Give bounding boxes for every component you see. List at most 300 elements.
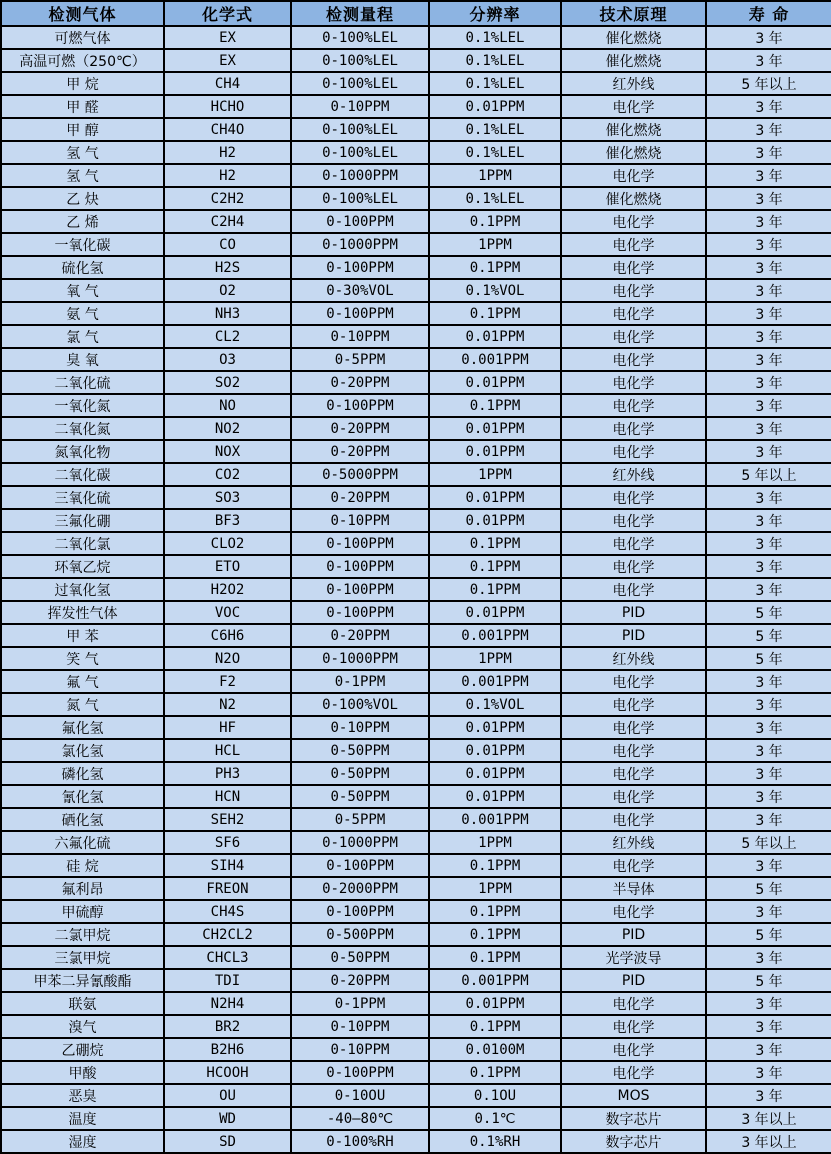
gas-name-cell: 三氟化硼 xyxy=(1,509,164,532)
lifespan-cell: 3 年 xyxy=(706,946,831,969)
range-cell: 0-1PPM xyxy=(291,992,429,1015)
principle-cell: 电化学 xyxy=(561,210,706,233)
lifespan-cell: 3 年 xyxy=(706,49,831,72)
range-cell: 0-1000PPM xyxy=(291,233,429,256)
table-row xyxy=(1,187,831,210)
principle-cell: 催化燃烧 xyxy=(561,26,706,49)
resolution-cell: 0.01PPM xyxy=(429,440,561,463)
range-cell: 0-100PPM xyxy=(291,900,429,923)
formula-cell: CH4S xyxy=(164,900,291,923)
gas-name-cell: 氨 气 xyxy=(1,302,164,325)
gas-name-cell: 环氧乙烷 xyxy=(1,555,164,578)
table-row xyxy=(1,26,831,49)
table-row xyxy=(1,1061,831,1084)
gas-name-cell: 乙硼烷 xyxy=(1,1038,164,1061)
formula-cell: BF3 xyxy=(164,509,291,532)
range-cell: -40—80℃ xyxy=(291,1107,429,1130)
table-row xyxy=(1,624,831,647)
principle-cell: 电化学 xyxy=(561,670,706,693)
formula-cell: SEH2 xyxy=(164,808,291,831)
range-cell: 0-100PPM xyxy=(291,578,429,601)
table-row xyxy=(1,1038,831,1061)
principle-cell: 电化学 xyxy=(561,164,706,187)
table-row xyxy=(1,854,831,877)
gas-name-cell: 氢 气 xyxy=(1,141,164,164)
formula-cell: HCHO xyxy=(164,95,291,118)
range-cell: 0-10PPM xyxy=(291,1015,429,1038)
resolution-cell: 0.001PPM xyxy=(429,348,561,371)
gas-name-cell: 乙 烯 xyxy=(1,210,164,233)
gas-name-cell: 六氟化硫 xyxy=(1,831,164,854)
principle-cell: MOS xyxy=(561,1084,706,1107)
table-row xyxy=(1,233,831,256)
range-cell: 0-500PPM xyxy=(291,923,429,946)
range-cell: 0-100%LEL xyxy=(291,72,429,95)
gas-name-cell: 氧 气 xyxy=(1,279,164,302)
table-row xyxy=(1,923,831,946)
range-cell: 0-1000PPM xyxy=(291,647,429,670)
gas-name-cell: 硫化氢 xyxy=(1,256,164,279)
table-row xyxy=(1,440,831,463)
formula-cell: NO2 xyxy=(164,417,291,440)
table-row xyxy=(1,141,831,164)
resolution-cell: 0.1PPM xyxy=(429,302,561,325)
range-cell: 0-100PPM xyxy=(291,601,429,624)
lifespan-cell: 3 年 xyxy=(706,95,831,118)
range-cell: 0-5PPM xyxy=(291,808,429,831)
principle-cell: 电化学 xyxy=(561,1015,706,1038)
formula-cell: CL2 xyxy=(164,325,291,348)
lifespan-cell: 5 年 xyxy=(706,877,831,900)
formula-cell: CHCL3 xyxy=(164,946,291,969)
lifespan-cell: 3 年 xyxy=(706,1038,831,1061)
formula-cell: N2 xyxy=(164,693,291,716)
table-row xyxy=(1,555,831,578)
range-cell: 0-20PPM xyxy=(291,969,429,992)
principle-cell: 半导体 xyxy=(561,877,706,900)
gas-name-cell: 甲 醇 xyxy=(1,118,164,141)
formula-cell: N2O xyxy=(164,647,291,670)
gas-name-cell: 二氧化硫 xyxy=(1,371,164,394)
gas-name-cell: 甲酸 xyxy=(1,1061,164,1084)
lifespan-cell: 3 年 xyxy=(706,854,831,877)
principle-cell: 电化学 xyxy=(561,716,706,739)
range-cell: 0-10PPM xyxy=(291,509,429,532)
formula-cell: NOX xyxy=(164,440,291,463)
table-row xyxy=(1,601,831,624)
resolution-cell: 0.01PPM xyxy=(429,486,561,509)
formula-cell: BR2 xyxy=(164,1015,291,1038)
table-row xyxy=(1,969,831,992)
formula-cell: CO xyxy=(164,233,291,256)
principle-cell: 电化学 xyxy=(561,1038,706,1061)
table-row xyxy=(1,831,831,854)
formula-cell: C2H2 xyxy=(164,187,291,210)
lifespan-cell: 3 年 xyxy=(706,256,831,279)
range-cell: 0-100%LEL xyxy=(291,118,429,141)
gas-name-cell: 挥发性气体 xyxy=(1,601,164,624)
lifespan-cell: 3 年 xyxy=(706,302,831,325)
resolution-cell: 0.1PPM xyxy=(429,1061,561,1084)
resolution-cell: 0.1PPM xyxy=(429,532,561,555)
lifespan-cell: 3 年 xyxy=(706,440,831,463)
header-formula: 化学式 xyxy=(164,1,291,26)
range-cell: 0-50PPM xyxy=(291,762,429,785)
principle-cell: 电化学 xyxy=(561,739,706,762)
gas-name-cell: 过氧化氢 xyxy=(1,578,164,601)
lifespan-cell: 3 年 xyxy=(706,348,831,371)
resolution-cell: 1PPM xyxy=(429,233,561,256)
gas-name-cell: 二氧化氯 xyxy=(1,532,164,555)
table-row xyxy=(1,164,831,187)
principle-cell: PID xyxy=(561,624,706,647)
range-cell: 0-5PPM xyxy=(291,348,429,371)
resolution-cell: 0.1PPM xyxy=(429,578,561,601)
gas-name-cell: 甲 苯 xyxy=(1,624,164,647)
gas-name-cell: 硅 烷 xyxy=(1,854,164,877)
principle-cell: 红外线 xyxy=(561,831,706,854)
lifespan-cell: 3 年 xyxy=(706,486,831,509)
lifespan-cell: 3 年 xyxy=(706,187,831,210)
formula-cell: EX xyxy=(164,26,291,49)
formula-cell: B2H6 xyxy=(164,1038,291,1061)
resolution-cell: 0.01PPM xyxy=(429,95,561,118)
table-row xyxy=(1,486,831,509)
gas-name-cell: 氯 气 xyxy=(1,325,164,348)
lifespan-cell: 3 年 xyxy=(706,394,831,417)
principle-cell: 电化学 xyxy=(561,95,706,118)
resolution-cell: 0.1%VOL xyxy=(429,693,561,716)
gas-name-cell: 一氧化氮 xyxy=(1,394,164,417)
gas-name-cell: 溴气 xyxy=(1,1015,164,1038)
lifespan-cell: 3 年 xyxy=(706,739,831,762)
principle-cell: 电化学 xyxy=(561,578,706,601)
formula-cell: SO3 xyxy=(164,486,291,509)
resolution-cell: 0.1%LEL xyxy=(429,187,561,210)
resolution-cell: 0.1PPM xyxy=(429,394,561,417)
resolution-cell: 0.01PPM xyxy=(429,992,561,1015)
resolution-cell: 1PPM xyxy=(429,831,561,854)
resolution-cell: 0.1OU xyxy=(429,1084,561,1107)
formula-cell: SO2 xyxy=(164,371,291,394)
table-row xyxy=(1,578,831,601)
formula-cell: HCL xyxy=(164,739,291,762)
lifespan-cell: 3 年 xyxy=(706,164,831,187)
lifespan-cell: 3 年 xyxy=(706,578,831,601)
gas-name-cell: 甲苯二异氰酸酯 xyxy=(1,969,164,992)
range-cell: 0-1000PPM xyxy=(291,164,429,187)
table-row xyxy=(1,992,831,1015)
formula-cell: SIH4 xyxy=(164,854,291,877)
lifespan-cell: 3 年 xyxy=(706,762,831,785)
range-cell: 0-30%VOL xyxy=(291,279,429,302)
resolution-cell: 0.1%LEL xyxy=(429,26,561,49)
header-principle: 技术原理 xyxy=(561,1,706,26)
resolution-cell: 0.01PPM xyxy=(429,785,561,808)
formula-cell: O2 xyxy=(164,279,291,302)
resolution-cell: 0.1%LEL xyxy=(429,118,561,141)
gas-name-cell: 氢 气 xyxy=(1,164,164,187)
lifespan-cell: 3 年以上 xyxy=(706,1107,831,1130)
formula-cell: H2 xyxy=(164,141,291,164)
formula-cell: TDI xyxy=(164,969,291,992)
principle-cell: 电化学 xyxy=(561,854,706,877)
principle-cell: 电化学 xyxy=(561,900,706,923)
range-cell: 0-10PPM xyxy=(291,1038,429,1061)
principle-cell: 电化学 xyxy=(561,256,706,279)
resolution-cell: 0.01PPM xyxy=(429,371,561,394)
principle-cell: 电化学 xyxy=(561,417,706,440)
formula-cell: NO xyxy=(164,394,291,417)
lifespan-cell: 3 年 xyxy=(706,509,831,532)
gas-name-cell: 氰化氢 xyxy=(1,785,164,808)
formula-cell: H2S xyxy=(164,256,291,279)
formula-cell: HCN xyxy=(164,785,291,808)
table-row xyxy=(1,394,831,417)
lifespan-cell: 3 年 xyxy=(706,26,831,49)
table-body xyxy=(1,26,831,1153)
range-cell: 0-20PPM xyxy=(291,371,429,394)
gas-name-cell: 三氧化硫 xyxy=(1,486,164,509)
principle-cell: 催化燃烧 xyxy=(561,141,706,164)
range-cell: 0-10OU xyxy=(291,1084,429,1107)
range-cell: 0-50PPM xyxy=(291,739,429,762)
lifespan-cell: 3 年 xyxy=(706,1084,831,1107)
resolution-cell: 0.1PPM xyxy=(429,256,561,279)
table-row xyxy=(1,118,831,141)
lifespan-cell: 3 年 xyxy=(706,900,831,923)
principle-cell: 数字芯片 xyxy=(561,1130,706,1153)
resolution-cell: 0.01PPM xyxy=(429,601,561,624)
principle-cell: 红外线 xyxy=(561,647,706,670)
resolution-cell: 0.1PPM xyxy=(429,854,561,877)
lifespan-cell: 3 年 xyxy=(706,716,831,739)
gas-name-cell: 一氧化碳 xyxy=(1,233,164,256)
range-cell: 0-100%VOL xyxy=(291,693,429,716)
resolution-cell: 1PPM xyxy=(429,164,561,187)
resolution-cell: 0.1%LEL xyxy=(429,49,561,72)
formula-cell: OU xyxy=(164,1084,291,1107)
lifespan-cell: 5 年 xyxy=(706,601,831,624)
gas-name-cell: 氟利昂 xyxy=(1,877,164,900)
range-cell: 0-10PPM xyxy=(291,716,429,739)
resolution-cell: 0.01PPM xyxy=(429,509,561,532)
table-row xyxy=(1,49,831,72)
resolution-cell: 0.1PPM xyxy=(429,946,561,969)
principle-cell: PID xyxy=(561,923,706,946)
gas-name-cell: 笑 气 xyxy=(1,647,164,670)
range-cell: 0-100%RH xyxy=(291,1130,429,1153)
range-cell: 0-100%LEL xyxy=(291,26,429,49)
lifespan-cell: 3 年 xyxy=(706,417,831,440)
formula-cell: C6H6 xyxy=(164,624,291,647)
gas-name-cell: 恶臭 xyxy=(1,1084,164,1107)
principle-cell: 电化学 xyxy=(561,440,706,463)
header-gas-name: 检测气体 xyxy=(1,1,164,26)
range-cell: 0-100PPM xyxy=(291,1061,429,1084)
formula-cell: WD xyxy=(164,1107,291,1130)
resolution-cell: 0.1%RH xyxy=(429,1130,561,1153)
resolution-cell: 0.1PPM xyxy=(429,1015,561,1038)
table-row xyxy=(1,1107,831,1130)
resolution-cell: 0.01PPM xyxy=(429,325,561,348)
table-row xyxy=(1,463,831,486)
range-cell: 0-20PPM xyxy=(291,486,429,509)
lifespan-cell: 3 年 xyxy=(706,785,831,808)
range-cell: 0-10PPM xyxy=(291,325,429,348)
formula-cell: CH2CL2 xyxy=(164,923,291,946)
resolution-cell: 1PPM xyxy=(429,877,561,900)
range-cell: 0-100%LEL xyxy=(291,49,429,72)
resolution-cell: 0.1℃ xyxy=(429,1107,561,1130)
header-lifespan: 寿 命 xyxy=(706,1,831,26)
principle-cell: 电化学 xyxy=(561,509,706,532)
resolution-cell: 0.1%LEL xyxy=(429,72,561,95)
table-row xyxy=(1,785,831,808)
lifespan-cell: 3 年 xyxy=(706,532,831,555)
gas-name-cell: 温度 xyxy=(1,1107,164,1130)
gas-name-cell: 硒化氢 xyxy=(1,808,164,831)
gas-name-cell: 氮 气 xyxy=(1,693,164,716)
gas-name-cell: 二氧化碳 xyxy=(1,463,164,486)
range-cell: 0-5000PPM xyxy=(291,463,429,486)
table-row xyxy=(1,716,831,739)
gas-name-cell: 高温可燃（250℃） xyxy=(1,49,164,72)
resolution-cell: 1PPM xyxy=(429,463,561,486)
gas-name-cell: 甲 醛 xyxy=(1,95,164,118)
range-cell: 0-100PPM xyxy=(291,256,429,279)
lifespan-cell: 5 年 xyxy=(706,923,831,946)
table-row xyxy=(1,900,831,923)
table-row xyxy=(1,72,831,95)
lifespan-cell: 3 年 xyxy=(706,279,831,302)
table-row xyxy=(1,647,831,670)
range-cell: 0-100PPM xyxy=(291,532,429,555)
range-cell: 0-100PPM xyxy=(291,210,429,233)
principle-cell: 催化燃烧 xyxy=(561,118,706,141)
resolution-cell: 0.1PPM xyxy=(429,923,561,946)
table-row xyxy=(1,371,831,394)
range-cell: 0-20PPM xyxy=(291,440,429,463)
principle-cell: 电化学 xyxy=(561,302,706,325)
formula-cell: SD xyxy=(164,1130,291,1153)
gas-name-cell: 二氧化氮 xyxy=(1,417,164,440)
gas-name-cell: 氯化氢 xyxy=(1,739,164,762)
range-cell: 0-100PPM xyxy=(291,302,429,325)
formula-cell: C2H4 xyxy=(164,210,291,233)
lifespan-cell: 3 年 xyxy=(706,670,831,693)
table-row xyxy=(1,1015,831,1038)
table-row xyxy=(1,1130,831,1153)
lifespan-cell: 3 年以上 xyxy=(706,1130,831,1153)
formula-cell: EX xyxy=(164,49,291,72)
lifespan-cell: 3 年 xyxy=(706,1061,831,1084)
range-cell: 0-10PPM xyxy=(291,95,429,118)
lifespan-cell: 3 年 xyxy=(706,325,831,348)
table-row xyxy=(1,739,831,762)
principle-cell: 数字芯片 xyxy=(561,1107,706,1130)
lifespan-cell: 3 年 xyxy=(706,693,831,716)
gas-name-cell: 三氯甲烷 xyxy=(1,946,164,969)
principle-cell: 电化学 xyxy=(561,785,706,808)
lifespan-cell: 3 年 xyxy=(706,210,831,233)
formula-cell: H2 xyxy=(164,164,291,187)
resolution-cell: 0.1%VOL xyxy=(429,279,561,302)
principle-cell: PID xyxy=(561,969,706,992)
gas-name-cell: 二氯甲烷 xyxy=(1,923,164,946)
range-cell: 0-50PPM xyxy=(291,946,429,969)
resolution-cell: 0.001PPM xyxy=(429,969,561,992)
table-row xyxy=(1,946,831,969)
principle-cell: 电化学 xyxy=(561,1061,706,1084)
table-row xyxy=(1,417,831,440)
range-cell: 0-20PPM xyxy=(291,417,429,440)
principle-cell: 电化学 xyxy=(561,348,706,371)
lifespan-cell: 3 年 xyxy=(706,141,831,164)
table-row xyxy=(1,509,831,532)
formula-cell: NH3 xyxy=(164,302,291,325)
table-row xyxy=(1,95,831,118)
range-cell: 0-100PPM xyxy=(291,555,429,578)
resolution-cell: 0.001PPM xyxy=(429,808,561,831)
lifespan-cell: 3 年 xyxy=(706,555,831,578)
formula-cell: ETO xyxy=(164,555,291,578)
lifespan-cell: 5 年以上 xyxy=(706,72,831,95)
formula-cell: VOC xyxy=(164,601,291,624)
gas-name-cell: 湿度 xyxy=(1,1130,164,1153)
table-row xyxy=(1,210,831,233)
principle-cell: 电化学 xyxy=(561,279,706,302)
lifespan-cell: 3 年 xyxy=(706,1015,831,1038)
formula-cell: CH4 xyxy=(164,72,291,95)
resolution-cell: 0.01PPM xyxy=(429,762,561,785)
gas-name-cell: 氮氧化物 xyxy=(1,440,164,463)
range-cell: 0-1PPM xyxy=(291,670,429,693)
gas-name-cell: 可燃气体 xyxy=(1,26,164,49)
lifespan-cell: 3 年 xyxy=(706,118,831,141)
gas-name-cell: 甲硫醇 xyxy=(1,900,164,923)
principle-cell: 红外线 xyxy=(561,72,706,95)
principle-cell: 电化学 xyxy=(561,486,706,509)
formula-cell: H2O2 xyxy=(164,578,291,601)
lifespan-cell: 3 年 xyxy=(706,992,831,1015)
lifespan-cell: 3 年 xyxy=(706,808,831,831)
header-range: 检测量程 xyxy=(291,1,429,26)
range-cell: 0-1000PPM xyxy=(291,831,429,854)
lifespan-cell: 5 年 xyxy=(706,647,831,670)
principle-cell: 电化学 xyxy=(561,325,706,348)
table-header-row xyxy=(1,1,831,26)
table-row xyxy=(1,348,831,371)
principle-cell: 电化学 xyxy=(561,555,706,578)
formula-cell: SF6 xyxy=(164,831,291,854)
table-row xyxy=(1,1084,831,1107)
resolution-cell: 0.1PPM xyxy=(429,900,561,923)
gas-name-cell: 臭 氧 xyxy=(1,348,164,371)
table-row xyxy=(1,302,831,325)
range-cell: 0-50PPM xyxy=(291,785,429,808)
table-row xyxy=(1,762,831,785)
range-cell: 0-100PPM xyxy=(291,854,429,877)
resolution-cell: 0.0100M xyxy=(429,1038,561,1061)
formula-cell: FREON xyxy=(164,877,291,900)
lifespan-cell: 3 年 xyxy=(706,371,831,394)
range-cell: 0-2000PPM xyxy=(291,877,429,900)
table-row xyxy=(1,279,831,302)
formula-cell: CLO2 xyxy=(164,532,291,555)
principle-cell: 电化学 xyxy=(561,808,706,831)
formula-cell: N2H4 xyxy=(164,992,291,1015)
